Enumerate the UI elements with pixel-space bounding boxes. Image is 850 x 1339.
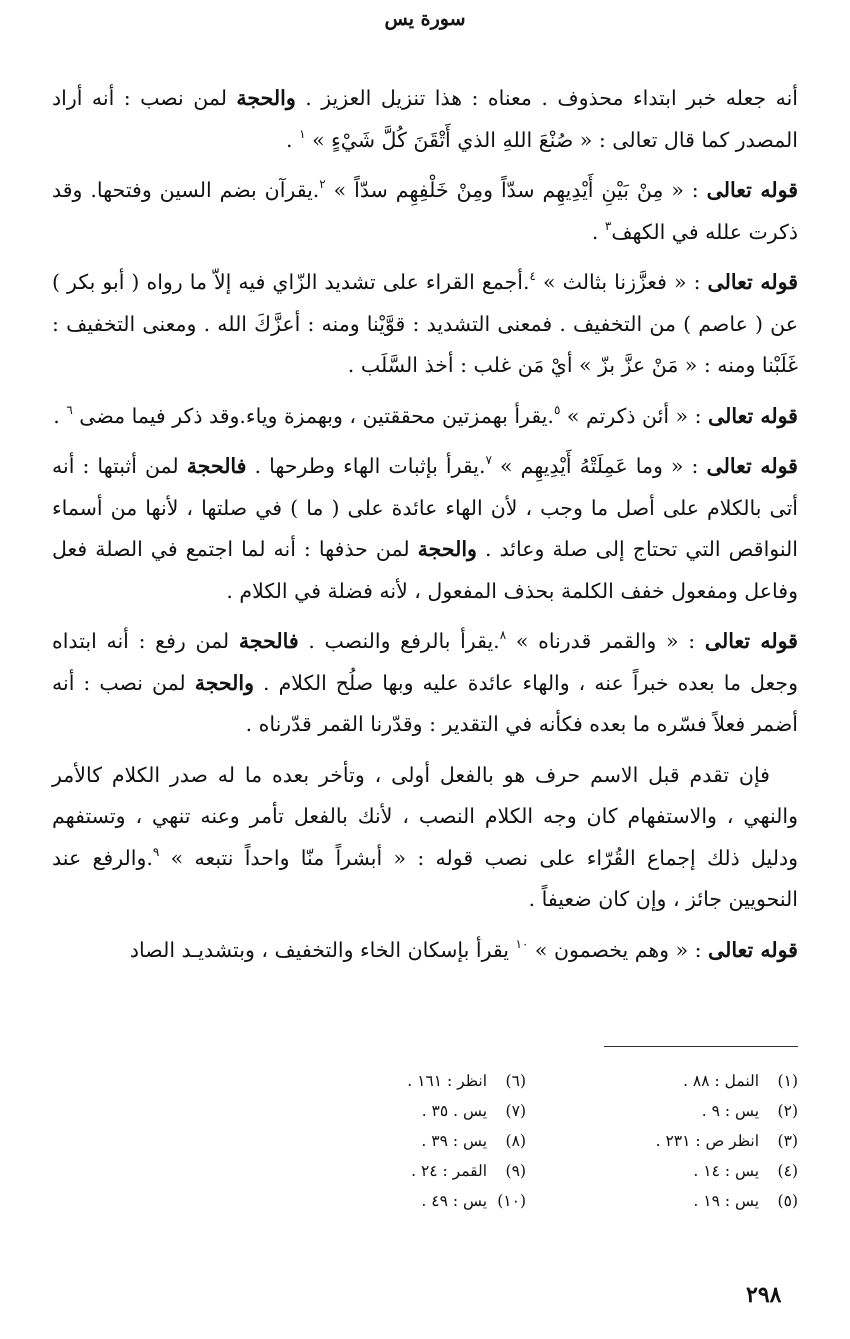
footnote-text: النمل : ٨٨ . xyxy=(683,1072,760,1090)
paragraph xyxy=(52,78,798,161)
paragraph xyxy=(52,930,798,972)
footnote xyxy=(276,1156,526,1186)
footnote-text: يس : ١٩ . xyxy=(693,1192,760,1210)
text-segment: .يقرأ بهمزتين محققتين ، وبهمزة وياء.وقد ذكر فيما مضى xyxy=(72,403,554,428)
text-segment: فإن تقدم قبل الاسم حرف هو بالفعل أولى ، وتأخر بعده ما له صدر الكلام كالأمر والنهي ، والاستفهام كان وجه الكلام النصب ، لأنك بالفعل تأمر وعنه تنهي ، وتستفهم ودليل ذلك إجماع القُرّاء على نصب قوله : « أبشراً منّا واحداً نتبعه » xyxy=(52,762,799,870)
main-text xyxy=(52,78,798,980)
footnote-ref: ٣ xyxy=(604,218,612,233)
footnote-number: (٧) xyxy=(505,1102,526,1120)
footnote-text: القمر : ٢٤ . xyxy=(411,1162,488,1180)
text-segment: : « فعزَّزنا بثالث » xyxy=(535,270,708,294)
running-head: سورة يس xyxy=(384,8,466,30)
paragraph-lead: قوله تعالى xyxy=(706,454,798,478)
text-segment: .أجمع القراء على تشديد الزّاي فيه إلاّ ما رواه ( أبو بكر ) عن ( عاصم ) من التخفيف . فمعنى التشديد : قوَّيْنا ومنه : أعزَّكَ الله . ومعنى التخفيف : غَلَبْنا ومنه : « مَنْ عزَّ بزّ » أيْ مَن غلب : أخذ السَّلَب . xyxy=(52,270,798,377)
footnote-ref: ٩ xyxy=(152,844,160,859)
footnote-number: (٥) xyxy=(777,1192,798,1210)
text-segment: لمن حذفها : أنه لما اجتمع في الصلة فعل وفاعل ومفعول خفف الكلمة بحذف المفعول ، لأنه فضلة في الكلام . xyxy=(52,537,798,603)
emphasis-text: فالحجة xyxy=(186,454,247,478)
text-segment: : « وهم يخصمون » xyxy=(528,937,709,962)
footnote-number: (٤) xyxy=(777,1162,798,1180)
footnote-text: يس . ٣٥ . xyxy=(421,1102,488,1120)
footnote-number: (٩) xyxy=(505,1162,526,1180)
text-segment: .يقرآن بضم السين وفتحها. وقد ذكرت علله في الكهف xyxy=(52,178,798,244)
paragraph-lead: قوله تعالى xyxy=(708,403,798,428)
footnote-ref: ٧ xyxy=(485,453,492,467)
footnote-ref: ٥ xyxy=(553,402,561,417)
footnote-ref: ١٠ xyxy=(515,936,529,951)
footnote-separator xyxy=(604,1046,798,1047)
footnote-ref: ٤ xyxy=(529,269,536,283)
footnote xyxy=(276,1186,526,1216)
paragraph xyxy=(52,446,798,612)
footnote xyxy=(548,1096,798,1126)
emphasis-text: والحجة xyxy=(417,537,477,561)
paragraph xyxy=(52,755,798,921)
footnote-text: يس : ٩ . xyxy=(701,1102,760,1120)
emphasis-text: والحجة xyxy=(194,670,255,695)
footnote-ref: ٦ xyxy=(66,402,73,417)
text-segment: .يقرأ بالرفع والنصب . xyxy=(298,629,500,653)
footnote-ref: ٨ xyxy=(499,628,507,642)
footnote xyxy=(548,1156,798,1186)
emphasis-text: والحجة xyxy=(236,86,296,110)
footnotes-column-right xyxy=(548,1066,798,1216)
footnote xyxy=(548,1066,798,1096)
text-segment: أنه جعله خبر ابتداء محذوف . معناه : هذا تنزيل العزيز . xyxy=(295,86,798,110)
footnote xyxy=(276,1066,526,1096)
text-segment: . xyxy=(591,219,605,244)
text-segment: . xyxy=(53,403,67,428)
text-segment: لمن أثبتها : أنه أتى بالكلام على أصل ما وجب ، لأن الهاء عائدة على ( ما ) في صلتها ، لأنها من أسماء النواقص التي تحتاج إلى صلة وعائد . xyxy=(52,454,798,561)
text-segment: . xyxy=(286,127,300,152)
footnote-text: يس : ٤٩ . xyxy=(421,1192,488,1210)
text-segment: لمن نصب : أنه أضمر فعلاً فسّره ما بعده فكأنه في التقدير : وقدّرنا القمر قدّرناه . xyxy=(52,670,798,736)
text-segment: : « أئن ذكرتم » xyxy=(560,403,709,428)
text-segment: .يقرأ بإثبات الهاء وطرحها . xyxy=(246,454,486,478)
text-segment: لمن نصب : أنه أراد المصدر كما قال تعالى : « صُنْعَ اللهِ الذي أَتْقَنَ كُلَّ شَيْءٍ » xyxy=(52,86,798,152)
paragraph-lead: قوله تعالى xyxy=(708,937,798,962)
text-segment: : « والقمر قدرناه » xyxy=(506,629,705,653)
footnote-text: انظر : ١٦١ . xyxy=(407,1072,488,1090)
text-segment: : « مِنْ بَيْنِ أَيْدِيهِم سدّاً ومِنْ خَلْفِهِم سدّاً » xyxy=(325,178,707,202)
paragraph xyxy=(52,170,798,253)
emphasis-text: فالحجة xyxy=(238,629,299,653)
footnote xyxy=(276,1096,526,1126)
paragraph xyxy=(52,262,798,387)
page-number: ٢٩٨ xyxy=(746,1282,782,1308)
paragraph-lead: قوله تعالى xyxy=(704,629,798,653)
footnote xyxy=(548,1186,798,1216)
paragraph xyxy=(52,396,798,438)
footnote-text: يس : ١٤ . xyxy=(693,1162,760,1180)
footnotes xyxy=(276,1066,798,1216)
text-segment: لمن رفع : أنه ابتداه وجعل ما بعده خبراً عنه ، والهاء عائدة عليه وبها صلُح الكلام . xyxy=(52,629,798,695)
footnote-number: (٣) xyxy=(777,1132,798,1150)
footnote-number: (٢) xyxy=(777,1102,798,1120)
footnotes-column-left xyxy=(276,1066,526,1216)
footnote-number: (١) xyxy=(777,1072,798,1090)
footnote-text: انظر ص : ٢٣١ . xyxy=(655,1132,760,1150)
footnote-ref: ١ xyxy=(299,126,306,141)
paragraph xyxy=(52,621,798,746)
footnote-number: (١٠) xyxy=(497,1192,526,1210)
text-segment: يقرأ بإسكان الخاء والتخفيف ، وبتشديـد الصاد xyxy=(129,937,516,962)
footnote-ref: ٢ xyxy=(319,177,326,191)
footnote-number: (٦) xyxy=(505,1072,526,1090)
footnote xyxy=(276,1126,526,1156)
footnote-text: يس : ٣٩ . xyxy=(421,1132,488,1150)
text-segment: : « وما عَمِلَتْهُ أَيْدِيهِم » xyxy=(491,454,707,478)
footnote-number: (٨) xyxy=(505,1132,526,1150)
paragraph-lead: قوله تعالى xyxy=(707,270,798,294)
footnote xyxy=(548,1126,798,1156)
paragraph-lead: قوله تعالى xyxy=(706,178,798,202)
text-segment: .والرفع عند النحويين جائز ، وإن كان ضعيفاً . xyxy=(52,845,798,911)
